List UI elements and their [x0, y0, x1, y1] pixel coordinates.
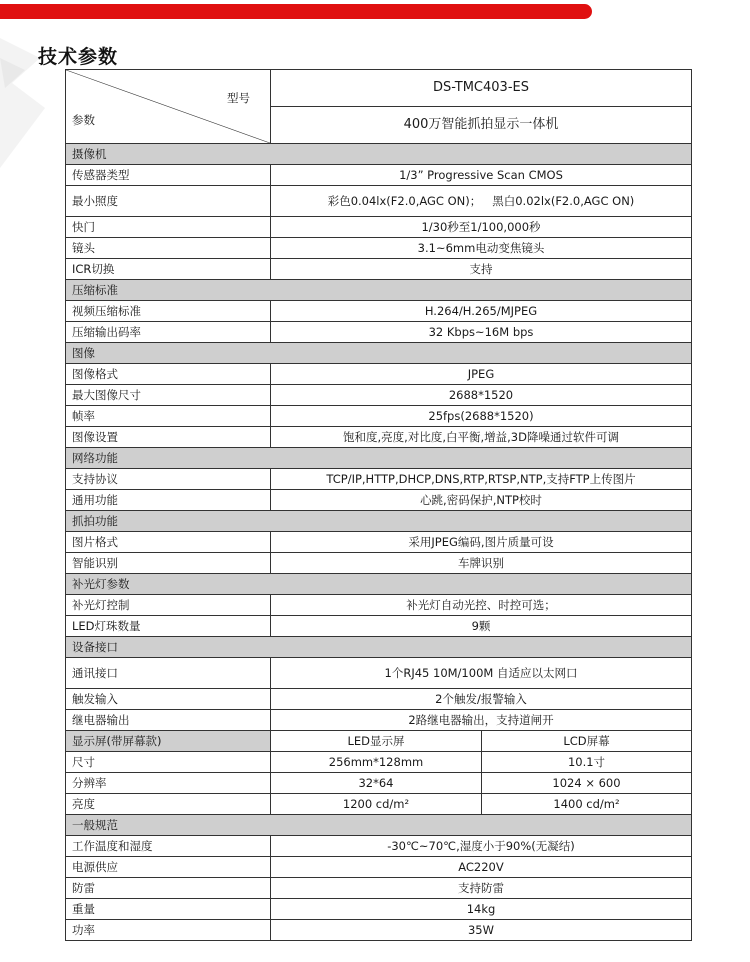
row-value: 车牌识别 — [271, 553, 692, 574]
row-label: 镜头 — [66, 238, 271, 259]
spec-table — [65, 69, 692, 941]
row-value: 彩色0.04lx(F2.0,AGC ON)； 黑白0.02lx(F2.0,AGC ON) — [271, 186, 692, 217]
model-number: DS-TMC403-ES — [271, 70, 692, 107]
row-value: 支持防雷 — [271, 878, 692, 899]
row-value: H.264/H.265/MJPEG — [271, 301, 692, 322]
row-value: 补光灯自动光控、时控可选； — [271, 595, 692, 616]
row-label: 帧率 — [66, 406, 271, 427]
row-label: 视频压缩标准 — [66, 301, 271, 322]
row-value: -30℃~70℃,湿度小于90%(无凝结) — [271, 836, 692, 857]
page-title: 技术参数 — [38, 46, 119, 68]
row-label: 最小照度 — [66, 186, 271, 217]
row-label: 图像格式 — [66, 364, 271, 385]
section-interface: 设备接口 — [66, 637, 692, 658]
row-value-lcd: 1024 × 600 — [482, 773, 692, 794]
row-value: AC220V — [271, 857, 692, 878]
display-col-led: LED显示屏 — [271, 731, 482, 752]
row-label: 继电器输出 — [66, 710, 271, 731]
model-header-label: 型号 — [227, 91, 250, 105]
row-value: 3.1~6mm电动变焦镜头 — [271, 238, 692, 259]
row-label: 图像设置 — [66, 427, 271, 448]
display-col-lcd: LCD屏幕 — [482, 731, 692, 752]
row-value: 32 Kbps~16M bps — [271, 322, 692, 343]
row-value: 14kg — [271, 899, 692, 920]
row-value-led: 32*64 — [271, 773, 482, 794]
row-value: 采用JPEG编码,图片质量可设 — [271, 532, 692, 553]
row-label: 功率 — [66, 920, 271, 941]
row-label: 通用功能 — [66, 490, 271, 511]
header-red-bar — [0, 4, 592, 19]
section-capture: 抓拍功能 — [66, 511, 692, 532]
row-label: 工作温度和湿度 — [66, 836, 271, 857]
row-label: 尺寸 — [66, 752, 271, 773]
section-image: 图像 — [66, 343, 692, 364]
row-label: 分辨率 — [66, 773, 271, 794]
row-value-led: 256mm*128mm — [271, 752, 482, 773]
row-value: 1个RJ45 10M/100M 自适应以太网口 — [271, 658, 692, 689]
row-value: 9颗 — [271, 616, 692, 637]
row-value: TCP/IP,HTTP,DHCP,DNS,RTP,RTSP,NTP,支持FTP上传图片 — [271, 469, 692, 490]
row-label: 防雷 — [66, 878, 271, 899]
row-value-lcd: 10.1寸 — [482, 752, 692, 773]
row-value: 2688*1520 — [271, 385, 692, 406]
row-label: 重量 — [66, 899, 271, 920]
row-label: 最大图像尺寸 — [66, 385, 271, 406]
row-label: 通讯接口 — [66, 658, 271, 689]
section-network: 网络功能 — [66, 448, 692, 469]
row-value: 1/3” Progressive Scan CMOS — [271, 165, 692, 186]
row-label: 图片格式 — [66, 532, 271, 553]
product-name: 400万智能抓拍显示一体机 — [271, 107, 692, 144]
row-label: 亮度 — [66, 794, 271, 815]
row-label: LED灯珠数量 — [66, 616, 271, 637]
row-value-lcd: 1400 cd/m² — [482, 794, 692, 815]
row-value: 35W — [271, 920, 692, 941]
param-header-label: 参数 — [72, 113, 95, 127]
row-value-led: 1200 cd/m² — [271, 794, 482, 815]
section-compression: 压缩标准 — [66, 280, 692, 301]
row-value: 支持 — [271, 259, 692, 280]
header-diagonal-cell — [66, 70, 271, 144]
section-fill-light: 补光灯参数 — [66, 574, 692, 595]
row-value: 25fps(2688*1520) — [271, 406, 692, 427]
row-label: 支持协议 — [66, 469, 271, 490]
row-value: 1/30秒至1/100,000秒 — [271, 217, 692, 238]
row-value: 2个触发/报警输入 — [271, 689, 692, 710]
row-label: 补光灯控制 — [66, 595, 271, 616]
row-value: 心跳,密码保护,NTP校时 — [271, 490, 692, 511]
row-label: 触发输入 — [66, 689, 271, 710]
row-value: 2路继电器输出，支持道闸开 — [271, 710, 692, 731]
row-label: ICR切换 — [66, 259, 271, 280]
row-value: JPEG — [271, 364, 692, 385]
row-label: 压缩输出码率 — [66, 322, 271, 343]
row-label: 电源供应 — [66, 857, 271, 878]
row-value: 饱和度,亮度,对比度,白平衡,增益,3D降噪通过软件可调 — [271, 427, 692, 448]
section-camera: 摄像机 — [66, 144, 692, 165]
row-label: 传感器类型 — [66, 165, 271, 186]
section-display: 显示屏(带屏幕款) — [66, 731, 271, 752]
section-general: 一般规范 — [66, 815, 692, 836]
row-label: 智能识别 — [66, 553, 271, 574]
row-label: 快门 — [66, 217, 271, 238]
